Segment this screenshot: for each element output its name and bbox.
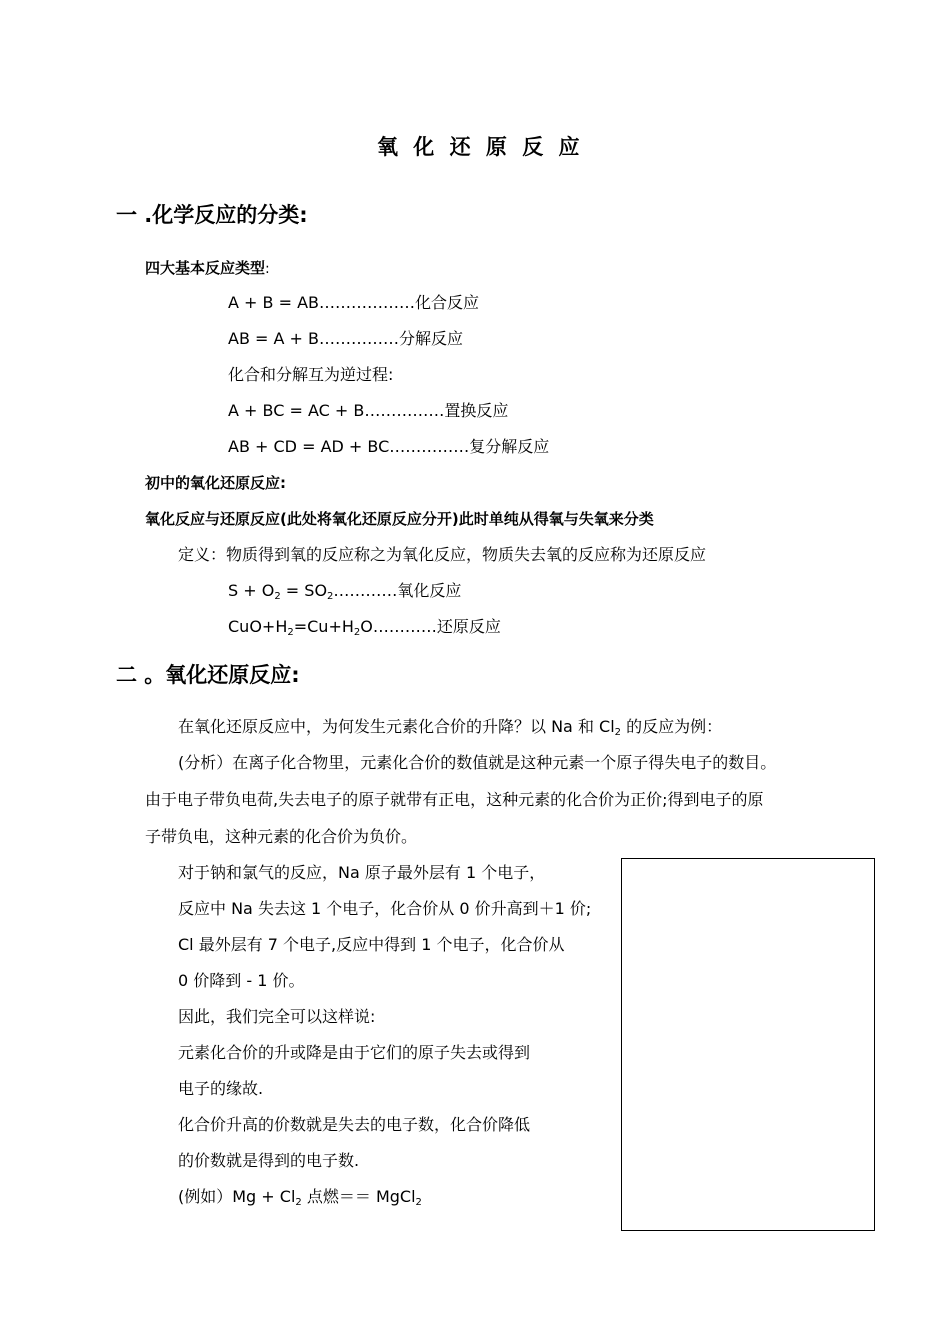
red-post: O…………还原反应 [360,617,501,636]
paragraph-line-4: 0 价降到 - 1 价。 [178,971,305,990]
q-sub: 2 [614,727,622,738]
equation-double-decomposition: AB + CD = AD + BC……………复分解反应 [228,437,550,456]
paragraph-line-1: 对于钠和氯气的反应，Na 原子最外层有 1 个电子， [178,863,546,882]
paragraph-line-3: Cl 最外层有 7 个电子,反应中得到 1 个电子，化合价从 [178,935,565,954]
basic-types-colon: : [265,261,270,277]
basic-types-text: 四大基本反应类型 [145,259,266,277]
analysis-line-2: 由于电子带负电荷,失去电子的原子就带有正电，这种元素的化合价为正价;得到电子的原 [145,790,764,809]
q-pre: 在氧化还原反应中，为何发生元素化合价的升降？以 Na 和 Cl [178,717,615,736]
definition-text: 定义：物质得到氧的反应称之为氧化反应，物质失去氧的反应称为还原反应 [178,545,707,564]
red-sub1: 2 [287,627,294,638]
paragraph-line-9: 的价数就是得到的电子数. [178,1151,360,1170]
page-title: 氧 化 还 原 反 应 [377,135,584,159]
ox-sub2: 2 [327,591,334,602]
figure-placeholder-box [621,858,875,1231]
equation-combination: A + B = AB………………化合反应 [228,293,480,312]
junior-redox-label: 初中的氧化还原反应: [145,474,286,492]
paragraph-line-8: 化合价升高的价数就是失去的电子数，化合价降低 [178,1115,531,1134]
reverse-process-note: 化合和分解互为逆过程: [228,365,394,384]
paragraph-line-6: 元素化合价的升或降是由于它们的原子失去或得到 [178,1043,531,1062]
ox-pre: S + O [228,581,275,600]
ox-mid: = SO [280,581,328,600]
paragraph-line-2: 反应中 Na 失去这 1 个电子，化合价从 0 价升高到＋1 价; [178,899,592,918]
red-mid: =Cu+H [293,617,354,636]
section1-heading: 一 .化学反应的分类: [116,203,308,227]
reduction-equation [228,617,501,637]
analysis-line-3: 子带负电，这种元素的化合价为负价。 [145,827,418,846]
ex-sub1: 2 [295,1197,302,1208]
red-sub2: 2 [353,627,361,638]
ox-post: …………氧化反应 [333,581,462,600]
q-post: 的反应为例： [621,717,723,736]
ox-sub1: 2 [274,591,281,602]
ex-mid: 点燃＝＝ MgCl [301,1187,416,1206]
ex-pre: (例如）Mg + Cl [178,1187,296,1206]
example-equation [178,1187,422,1207]
paragraph-line-5: 因此，我们完全可以这样说: [178,1007,376,1026]
split-classification-label: 氧化反应与还原反应(此处将氧化还原反应分开)此时单纯从得氧与失氧来分类 [145,510,654,528]
paragraph-line-7: 电子的缘故. [178,1079,264,1098]
section2-heading: 二 。氧化还原反应: [116,663,300,687]
equation-displacement: A + BC = AC + B……………置换反应 [228,401,509,420]
question-line [178,717,722,737]
equation-decomposition: AB = A + B……………分解反应 [228,329,464,348]
oxidation-equation [228,581,461,601]
basic-types-label [145,258,270,279]
analysis-line-1: (分析）在离子化合物里，元素化合价的数值就是这种元素一个原子得失电子的数目。 [178,753,777,772]
ex-sub2: 2 [415,1197,422,1208]
red-pre: CuO+H [228,617,288,636]
